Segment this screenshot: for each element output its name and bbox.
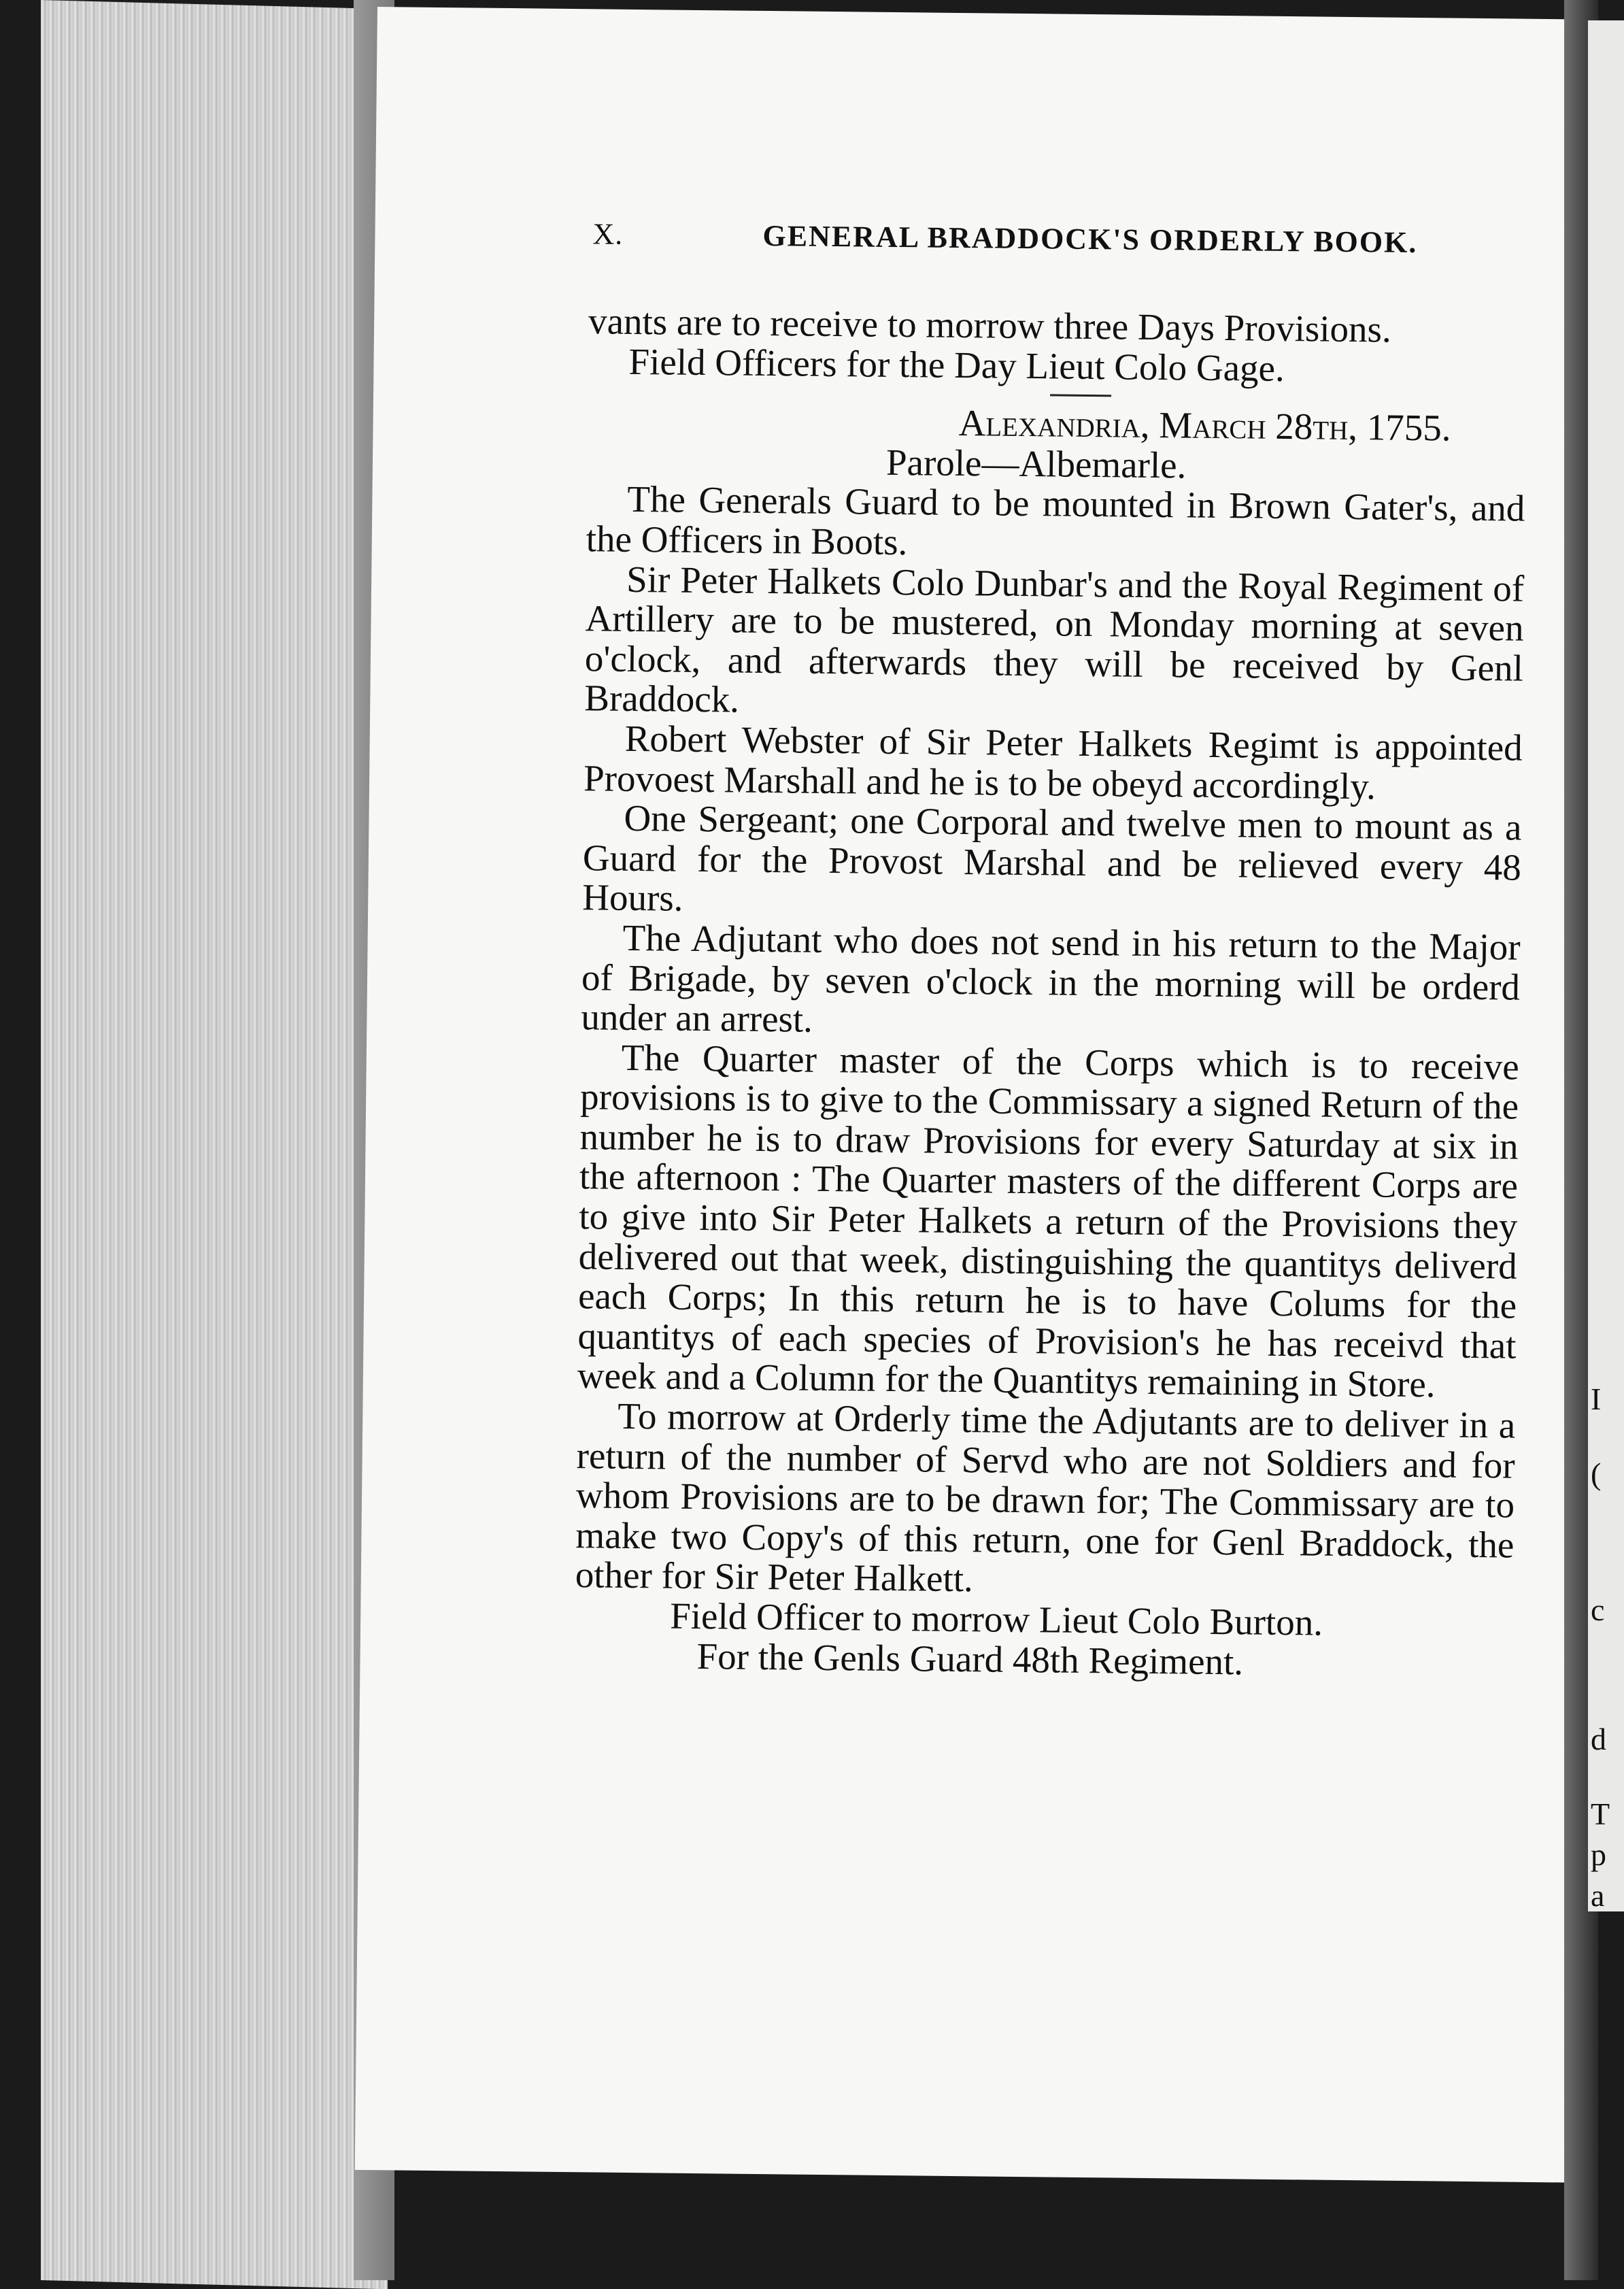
- section-divider: [1050, 395, 1111, 397]
- entry-date: Alexandria, March 28th, 1755.: [958, 402, 1451, 449]
- paragraph: One Sergeant; one Corporal and twelve men to mount as a Guard for the Provost Marshal and be relieved every 48 Hours.: [581, 797, 1522, 920]
- next-page-fragment: (: [1591, 1456, 1602, 1491]
- field-officer-line: Field Officers for the Day Lieut Colo Gage.: [628, 340, 1285, 389]
- next-page-edge: [1588, 20, 1624, 1911]
- page-header: [592, 216, 1624, 260]
- book-page: [355, 7, 1588, 2182]
- next-page-fragment: I: [1591, 1382, 1602, 1416]
- next-page-fragment: T: [1591, 1797, 1610, 1831]
- next-page-fragment: c: [1591, 1592, 1605, 1627]
- next-page-fragment: d: [1591, 1722, 1606, 1756]
- paragraph-continuation: vants are to receive to morrow three Days Provisions.: [588, 300, 1392, 350]
- book-page-edges: [41, 0, 388, 2289]
- parole-line: Parole—Albemarle.: [885, 441, 1187, 486]
- paragraph: The Generals Guard to be mounted in Brown Gater's, and the Officers in Boots.: [586, 478, 1525, 563]
- paragraph: The Quarter master of the Corps which is to receive provisions is to give to the Commissary a signed Return of the number he is to draw Provisions for every Saturday at six in the afternoon : The Quarter masters of the different Corps are to give into Sir Peter Halkets a return of the Provisions they delivered out that week, distinguishing the quantitys deliverd each Corps; In this return he is to have Colums for the quantitys of each species of Provision's he has receivd that week and a Column for the Quantitys remaining in Store.: [577, 1036, 1520, 1405]
- paragraph: The Adjutant who does not send in his return to the Major of Brigade, by seven o'clock in the morning will be orderd under an arrest.: [581, 916, 1521, 1040]
- paragraph: Robert Webster of Sir Peter Halkets Regimt is appointed Provoest Marshall and he is to be obeyd accordingly.: [583, 717, 1523, 807]
- running-title: GENERAL BRADDOCK'S ORDERLY BOOK.: [762, 218, 1418, 260]
- field-officer-signoff: Field Officer to morrow Lieut Colo Burton.: [669, 1594, 1323, 1643]
- next-page-fragment: a: [1591, 1878, 1605, 1911]
- page-body: [574, 301, 1527, 1685]
- page-number: X.: [592, 217, 624, 251]
- guard-signoff: For the Genls Guard 48th Regiment.: [696, 1635, 1244, 1683]
- next-page-fragment: p: [1591, 1837, 1606, 1872]
- paragraph: To morrow at Orderly time the Adjutants are to deliver in a return of the number of Servd who are not Soldiers and for whom Provisions are to be drawn for; The Commissary are to make two Copy's of this return, one for Genl Braddock, the other for Sir Peter Halkett.: [575, 1394, 1516, 1600]
- paragraph: Sir Peter Halkets Colo Dunbar's and the Royal Regiment of Artillery are to be mustered, on Monday morning at seven o'clock, and afterwards they will be received by Genl Braddock.: [584, 558, 1525, 720]
